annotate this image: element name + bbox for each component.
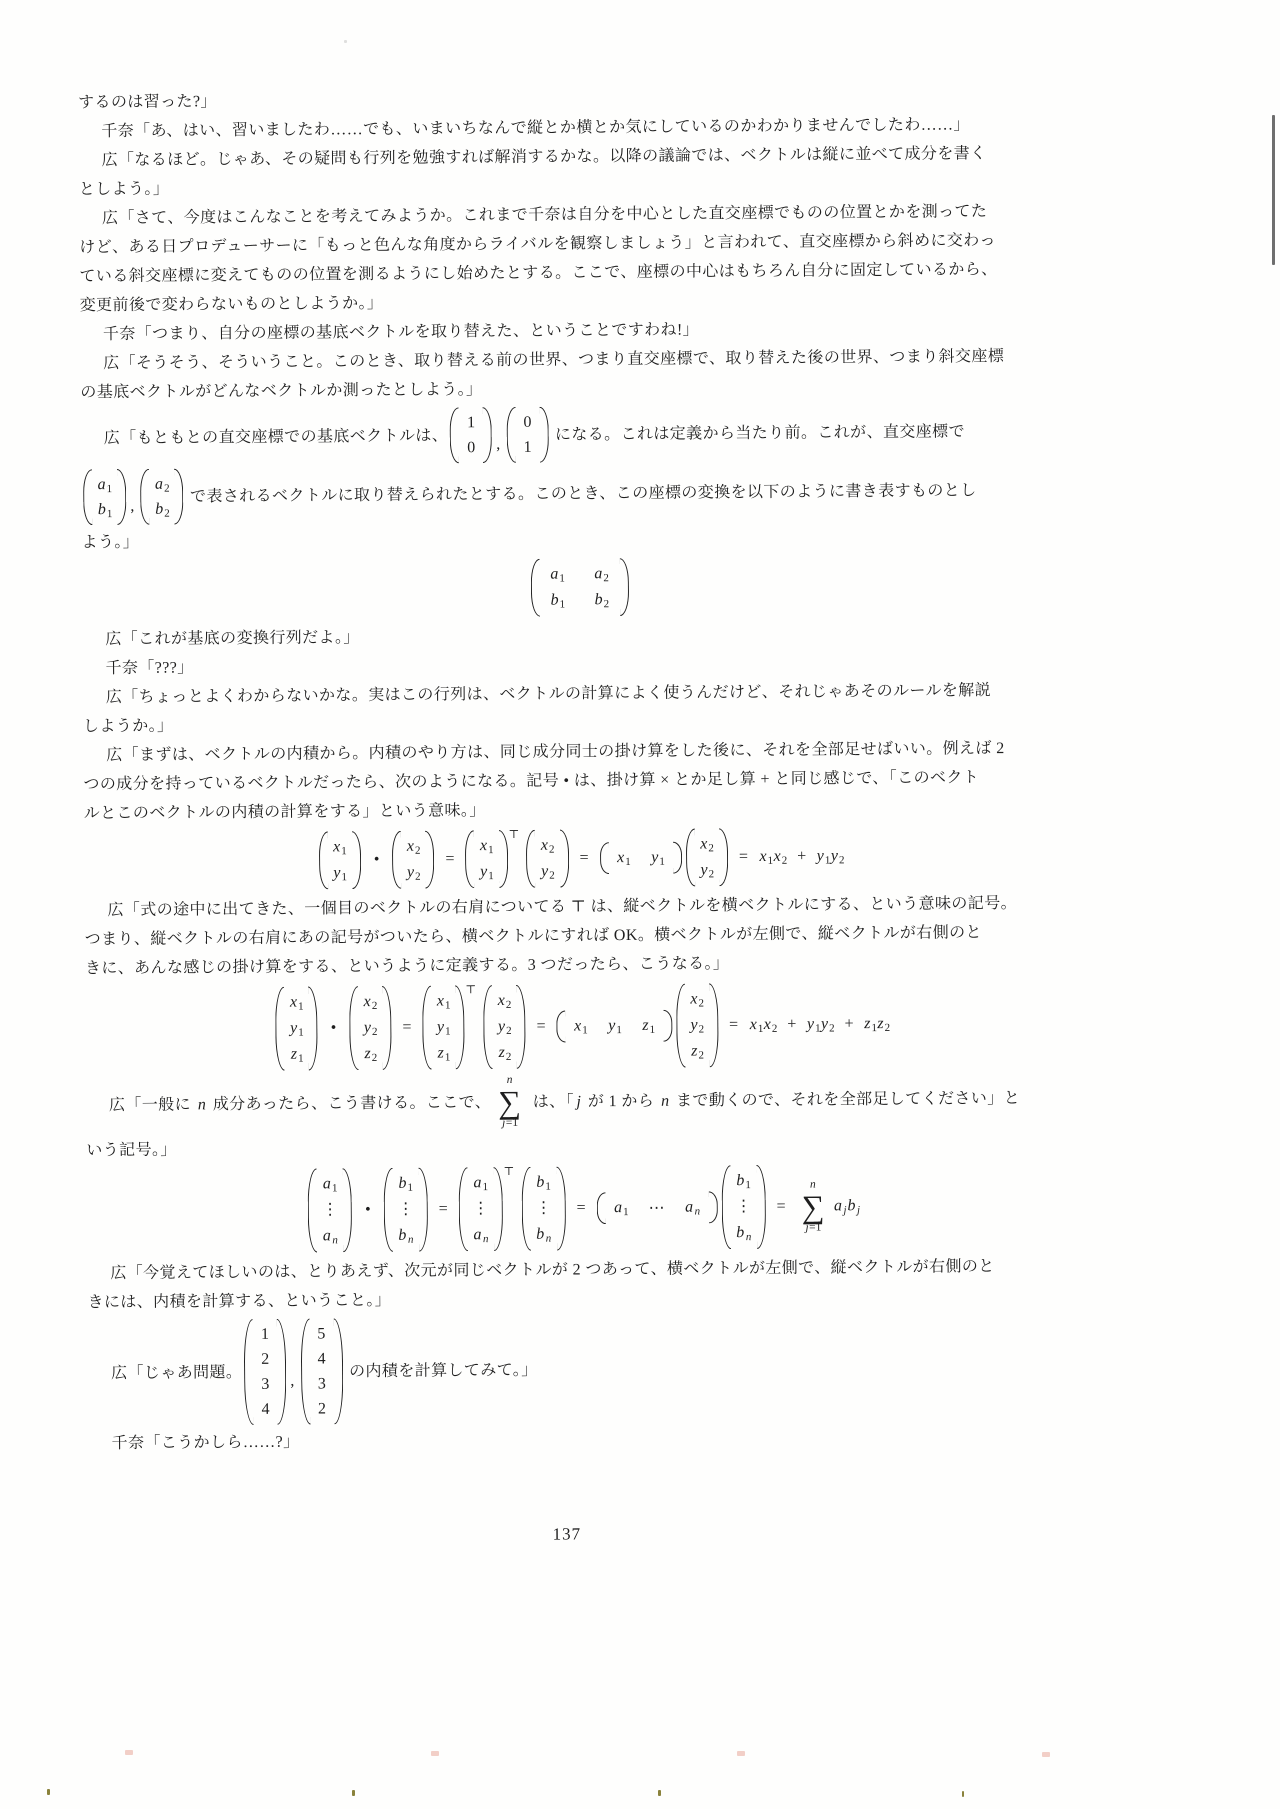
vector-entry: $a_1$ (614, 1199, 629, 1219)
vector-entry: $b_1$ (536, 1173, 551, 1193)
vector-entries (607, 1191, 706, 1224)
row-vector (556, 1010, 672, 1043)
left-paren (275, 987, 285, 1071)
vector-entry: $y_2$ (363, 1019, 378, 1039)
right-paren (663, 1010, 672, 1042)
math-inline: n (661, 1092, 670, 1110)
vector-entries (394, 1168, 417, 1252)
dialogue-line (89, 1421, 1084, 1458)
vector-entries (94, 469, 115, 525)
vector-entry: $z_1$ (290, 1045, 304, 1065)
vector-entry: $y_2$ (541, 862, 555, 882)
vector-entry: 1 (523, 438, 532, 456)
left-paren (686, 828, 695, 886)
text-run: しようか。」 (82, 717, 174, 736)
vector-entries (286, 987, 307, 1071)
text-run: 広「じゃあ問題。 (111, 1363, 243, 1382)
text-run: ている斜交座標に変えてものの位置を測るようにし始めたとする。ここで、座標の中心はもちろん自分に固定しているから、 (79, 261, 998, 286)
vector-entry: $y_1$ (651, 848, 665, 868)
matrix-entry: $a_2$ (594, 565, 609, 585)
vector-entry: $y_2$ (690, 1016, 705, 1036)
vector-entry: $b_2$ (155, 500, 170, 520)
summation-symbol (801, 1178, 824, 1234)
column-vector (300, 1318, 343, 1424)
equals-sign: = (576, 1199, 586, 1217)
vector-entries (517, 407, 537, 463)
vector-entry: $x_2$ (700, 835, 714, 855)
text-run: 変更前後で変わらないものとしようか。」 (79, 294, 384, 315)
text-run: まで動くので、それを全部足してください」と (671, 1089, 1021, 1110)
scan-artifact-speck (125, 1750, 133, 1755)
column-vector (506, 407, 548, 463)
column-vector (244, 1319, 287, 1425)
text-run: きには、内積を計算する、ということ。」 (87, 1291, 392, 1312)
math-inline: $a_jb_j$ (833, 1197, 861, 1217)
vector-entry: $b_n$ (736, 1224, 752, 1244)
sum-upper-limit: n (506, 1073, 513, 1086)
text-run: 千奈「つまり、自分の座標の基底ベクトルを取り替えた、ということですわね!」 (102, 321, 700, 344)
equals-sign: = (776, 1197, 786, 1215)
matrix-row (548, 587, 610, 613)
text-run: つの成分を持っているベクトルだったら、次のようになる。記号 • は、掛け算 × とか足し算 + と同じ感じで、「このベクト (83, 769, 980, 794)
matrix-entry: $b_2$ (594, 591, 610, 611)
vector-entry: $b_n$ (536, 1225, 552, 1245)
transpose-symbol: ⊤ (465, 984, 477, 997)
vector-entry: $z_2$ (691, 1042, 704, 1062)
vector-entry: $x_2$ (540, 836, 555, 856)
right-paren (455, 985, 465, 1069)
vector-entry: $b_1$ (97, 501, 113, 521)
dot-product-operator: • (373, 850, 380, 869)
right-paren (719, 828, 728, 886)
vector-entries (697, 828, 718, 886)
vector-entry: $x_1$ (617, 849, 631, 869)
vector-entry: ⋮ (472, 1200, 489, 1218)
text-run: としよう。」 (78, 180, 170, 199)
text-run: 広「そうそう、そういうこと。このとき、取り替える前の世界、つまり直交座標で、取り替えた後の世界、つまり斜交座標 (103, 348, 1005, 373)
text-run: の基底ベクトルがどんなベクトルか測ったとしよう。」 (80, 381, 483, 402)
right-paren (619, 558, 628, 616)
vector-entry: 5 (317, 1325, 326, 1343)
row-vector (599, 842, 681, 875)
dialogue-line (86, 1069, 1081, 1133)
dialogue-line (81, 520, 1076, 557)
vector-entry: 2 (317, 1400, 327, 1418)
vector-entries (476, 830, 497, 888)
column-vector (318, 831, 361, 889)
vector-entry: 0 (467, 439, 476, 457)
left-paren (83, 469, 92, 525)
vector-entry: ⋮ (535, 1199, 552, 1217)
right-paren (352, 831, 361, 889)
vector-entries (255, 1319, 276, 1425)
vector-entry: $y_1$ (480, 863, 494, 883)
text-run: で表されるベクトルに取り替えられたとする。このとき、この座標の変換を以下のように書き表すものとし (185, 481, 977, 505)
vector-entry: ⋮ (322, 1201, 339, 1219)
right-paren (756, 1165, 766, 1249)
vector-entries (687, 983, 708, 1067)
vector-entry: $a_2$ (154, 475, 170, 495)
vector-entries (433, 985, 454, 1069)
vector-entry: $x_1$ (479, 837, 494, 857)
vector-entry: 2 (261, 1350, 270, 1368)
left-paren (450, 407, 459, 463)
vector-entries (567, 1010, 661, 1043)
summation-symbol (498, 1074, 522, 1130)
dialogue-line (81, 402, 1076, 466)
basis-change-matrix (530, 558, 628, 617)
vector-entries (532, 1167, 555, 1251)
vector-entry: ⋮ (397, 1200, 414, 1218)
vector-entry: $z_2$ (498, 1043, 512, 1063)
left-paren (526, 830, 535, 888)
right-paren (425, 831, 434, 889)
text-run: になる。これは定義から当たり前。これが、直交座標で (550, 422, 966, 444)
vector-entry: ⋯ (648, 1199, 665, 1217)
right-paren (709, 983, 719, 1067)
vector-entry: $a_n$ (685, 1198, 701, 1218)
vector-entry: $a_1$ (97, 476, 113, 496)
text-run: いう記号。」 (86, 1141, 177, 1160)
text-run: 広「一般に (108, 1095, 196, 1114)
vector-entry: $x_1$ (436, 992, 451, 1012)
left-paren (596, 1192, 605, 1224)
left-paren (530, 559, 539, 617)
column-vector (422, 985, 480, 1069)
column-vector (458, 1167, 517, 1251)
display-formula (85, 980, 1081, 1072)
sum-lower-limit: j=1 (502, 1116, 519, 1130)
right-paren (174, 468, 183, 524)
math-inline: $x_1x_2 + y_1y_2 + z_1z_2$ (749, 1015, 891, 1036)
vector-entry: 1 (260, 1325, 270, 1343)
vector-entries (311, 1318, 332, 1424)
vector-entry: 3 (261, 1375, 270, 1393)
matrix-row (548, 561, 610, 587)
dialogue-line (86, 1128, 1081, 1165)
text-run: の内積を計算してみて。」 (344, 1361, 538, 1380)
text-run: 千奈「???」 (105, 659, 194, 678)
left-paren (349, 986, 359, 1070)
left-paren (465, 830, 474, 888)
vector-entry: $y_2$ (497, 1017, 512, 1037)
display-formula (86, 1162, 1082, 1254)
vector-entry: $z_1$ (642, 1016, 656, 1036)
page-content (78, 80, 1084, 1548)
left-paren (483, 985, 493, 1069)
right-paren (673, 842, 682, 874)
vector-entry: $y_1$ (333, 864, 347, 884)
vector-entry: $a_n$ (473, 1226, 489, 1246)
sum-upper-limit: n (809, 1178, 816, 1191)
scan-artifact-dash (47, 1789, 50, 1795)
vector-entry: 0 (523, 413, 532, 431)
text-run: 広「今覚えてほしいのは、とりあえず、次元が同じベクトルが 2 つあって、横ベクトルが左側で、縦ベクトルが右側のと (110, 1258, 995, 1283)
column-vector (483, 985, 526, 1069)
text-run: 広「式の途中に出てきた、一個目のベクトルの右肩についてる ⊤ は、縦ベクトルを横ベクトルにする、という意味の記号。 (107, 894, 1018, 920)
vector-entry: $b_1$ (398, 1174, 414, 1194)
vector-entry: $x_1$ (289, 993, 304, 1013)
matrix-entry: $a_1$ (550, 565, 565, 585)
vector-entries (461, 407, 481, 463)
column-vector (392, 831, 435, 889)
right-paren (418, 1168, 428, 1252)
sigma-glyph: ∑ (497, 1083, 522, 1121)
vector-entry: $x_2$ (497, 991, 512, 1011)
comma-separator: , (130, 497, 135, 515)
row-vector (596, 1191, 717, 1224)
column-vector (721, 1165, 766, 1249)
vector-entries (494, 985, 515, 1069)
scan-artifact-dash (962, 1791, 964, 1797)
left-paren (676, 984, 686, 1068)
math-inline: $x_1x_2 + y_1y_2$ (759, 847, 845, 867)
text-run: 千奈「あ、はい、習いましたわ……でも、いまいちなんで縦とか横とか気にしているのかわかりませんでしたわ……」 (101, 116, 970, 141)
scan-artifact-dash (658, 1790, 661, 1796)
matrix-entries (541, 558, 617, 617)
page-number: 137 (552, 1524, 582, 1544)
text-run: 広「さて、今度はこんなことを考えてみようか。これまで千奈は自分を中心とした直交座標でものの位置とかを測ってた (101, 203, 988, 228)
vector-entries (537, 830, 558, 888)
text-run: けど、ある日プロデューサーに「もっと色んな角度からライバルを観察しましょう」と言われて、直交座標から斜めに交わっ (79, 232, 996, 257)
transpose-symbol: ⊤ (508, 828, 520, 841)
vector-entry: $y_1$ (290, 1019, 304, 1039)
left-paren (458, 1167, 468, 1251)
left-paren (721, 1165, 731, 1249)
left-paren (556, 1011, 565, 1043)
scan-artifact-speck (431, 1751, 439, 1756)
equals-sign: = (729, 1016, 739, 1034)
scan-artifact-speck (1042, 1752, 1050, 1757)
sigma-glyph: ∑ (801, 1188, 825, 1225)
text-run: は、「 (528, 1092, 575, 1111)
right-paren (308, 986, 318, 1070)
equals-sign: = (438, 1200, 448, 1218)
right-paren (277, 1319, 287, 1425)
vector-entries (610, 842, 670, 874)
equals-sign: = (738, 848, 749, 866)
vector-entry: $b_n$ (398, 1226, 414, 1246)
right-paren (382, 986, 392, 1070)
right-paren (483, 407, 492, 463)
comma-separator: , (290, 1371, 295, 1389)
right-paren (559, 829, 568, 887)
vector-entry: $y_2$ (406, 863, 421, 883)
vector-entries (469, 1167, 492, 1251)
right-paren (493, 1167, 503, 1251)
text-run: するのは習った?」 (78, 93, 217, 112)
matrix-entry: $b_1$ (550, 591, 566, 611)
equals-sign: = (402, 1018, 412, 1036)
vector-entry: $x_2$ (363, 993, 378, 1013)
column-vector (383, 1168, 428, 1252)
vector-entry: $y_1$ (436, 1018, 451, 1038)
column-vector (676, 983, 719, 1067)
left-paren (300, 1319, 310, 1425)
comma-separator: , (496, 435, 501, 453)
column-vector (686, 828, 729, 886)
right-paren (343, 1168, 353, 1252)
right-paren (708, 1191, 717, 1223)
text-run: 広「もともとの直交座標での基底ベクトルは、 (103, 426, 449, 447)
scan-artifact-dash (352, 1790, 355, 1796)
text-run: 広「ちょっとよくわからないかな。実はこの行列は、ベクトルの計算によく使うんだけど、それじゃあそのルールを解説 (105, 682, 992, 707)
vector-entry: $z_2$ (364, 1045, 378, 1065)
vector-entry: $z_1$ (437, 1044, 451, 1064)
right-paren (556, 1167, 566, 1251)
vector-entries (151, 469, 172, 525)
column-vector (308, 1168, 353, 1252)
vector-entry: 4 (317, 1350, 326, 1368)
vector-entries (732, 1165, 755, 1249)
math-inline: n (197, 1095, 206, 1113)
vector-entry: $a_n$ (322, 1227, 338, 1247)
left-paren (506, 407, 515, 463)
transpose-symbol: ⊤ (503, 1165, 515, 1179)
vector-entry: $a_1$ (473, 1174, 489, 1194)
dot-product-operator: • (365, 1201, 371, 1219)
vector-entry: $y_2$ (700, 861, 715, 881)
vector-entry: $a_1$ (322, 1175, 338, 1195)
vector-entries (403, 831, 424, 889)
left-paren (599, 842, 608, 874)
scan-edge-mark (1272, 115, 1275, 265)
vector-entry: 4 (261, 1400, 270, 1418)
vector-entries (360, 986, 381, 1070)
left-paren (521, 1167, 531, 1251)
left-paren (383, 1168, 393, 1252)
text-run: 成分あったら、こう書ける。ここで、 (208, 1093, 492, 1113)
vector-entry: $x_2$ (406, 837, 421, 857)
vector-entries (319, 1168, 342, 1252)
right-paren (539, 407, 548, 463)
text-run: 広「なるほど。じゃあ、その疑問も行列を勉強すれば解消するかな。以降の議論では、ベクトルは縦に並べて成分を書く (101, 145, 987, 170)
dot-product-operator: • (330, 1019, 337, 1037)
column-vector (275, 986, 318, 1070)
column-vector (521, 1167, 566, 1251)
left-paren (318, 831, 327, 889)
dialogue-line (81, 461, 1076, 525)
vector-entry: $x_1$ (333, 838, 347, 858)
column-vector (450, 407, 492, 463)
right-paren (333, 1318, 343, 1424)
text-run: 広「まずは、ベクトルの内積から。内積のやり方は、同じ成分同士の掛け算をした後に、それを全部足せばいい。例えば 2 (106, 740, 1005, 765)
vector-entry: ⋮ (735, 1198, 752, 1216)
text-run: よう。」 (81, 533, 140, 552)
equals-sign: = (579, 849, 589, 867)
vector-entries (329, 831, 350, 889)
vector-entry: 3 (317, 1375, 326, 1393)
vector-entry: $x_1$ (574, 1017, 588, 1037)
column-vector (465, 830, 522, 888)
column-vector (526, 829, 569, 887)
dialogue-line (88, 1312, 1084, 1426)
left-paren (422, 986, 432, 1070)
text-run: 千奈「こうかしら……?」 (111, 1433, 300, 1453)
left-paren (392, 831, 401, 889)
vector-entry: $b_1$ (736, 1172, 751, 1192)
text-run: ルとこのベクトルの内積の計算をする」という意味。」 (83, 802, 486, 823)
right-paren (117, 469, 126, 525)
vector-entry: 1 (466, 414, 476, 432)
sum-lower-limit: j=1 (805, 1221, 822, 1234)
text-run: 広「これが基底の変換行列だよ。」 (105, 629, 360, 649)
left-paren (140, 469, 149, 525)
text-run: が 1 から (583, 1092, 659, 1110)
column-vector (83, 469, 126, 525)
equals-sign: = (536, 1017, 546, 1035)
right-paren (498, 830, 507, 888)
scan-artifact-speck (737, 1751, 745, 1756)
equals-sign: = (445, 850, 455, 868)
column-vector (349, 986, 392, 1070)
math-inline: j (576, 1092, 581, 1110)
scan-speck (344, 40, 347, 43)
text-run: きに、あんな感じの掛け算をする、というように定義する。3 つだったら、こうなる。」 (84, 955, 730, 978)
display-formula (84, 825, 1079, 891)
right-paren (516, 985, 526, 1069)
left-paren (244, 1319, 254, 1425)
text-run: つまり、縦ベクトルの右肩にあの記号がついたら、横ベクトルにすれば OK。横ベクトルが左側で、縦ベクトルが右側のと (84, 924, 982, 949)
display-formula (82, 554, 1077, 620)
left-paren (308, 1168, 318, 1252)
vector-entry: $y_1$ (608, 1017, 622, 1037)
vector-entry: $x_2$ (690, 990, 705, 1010)
column-vector (140, 468, 183, 524)
